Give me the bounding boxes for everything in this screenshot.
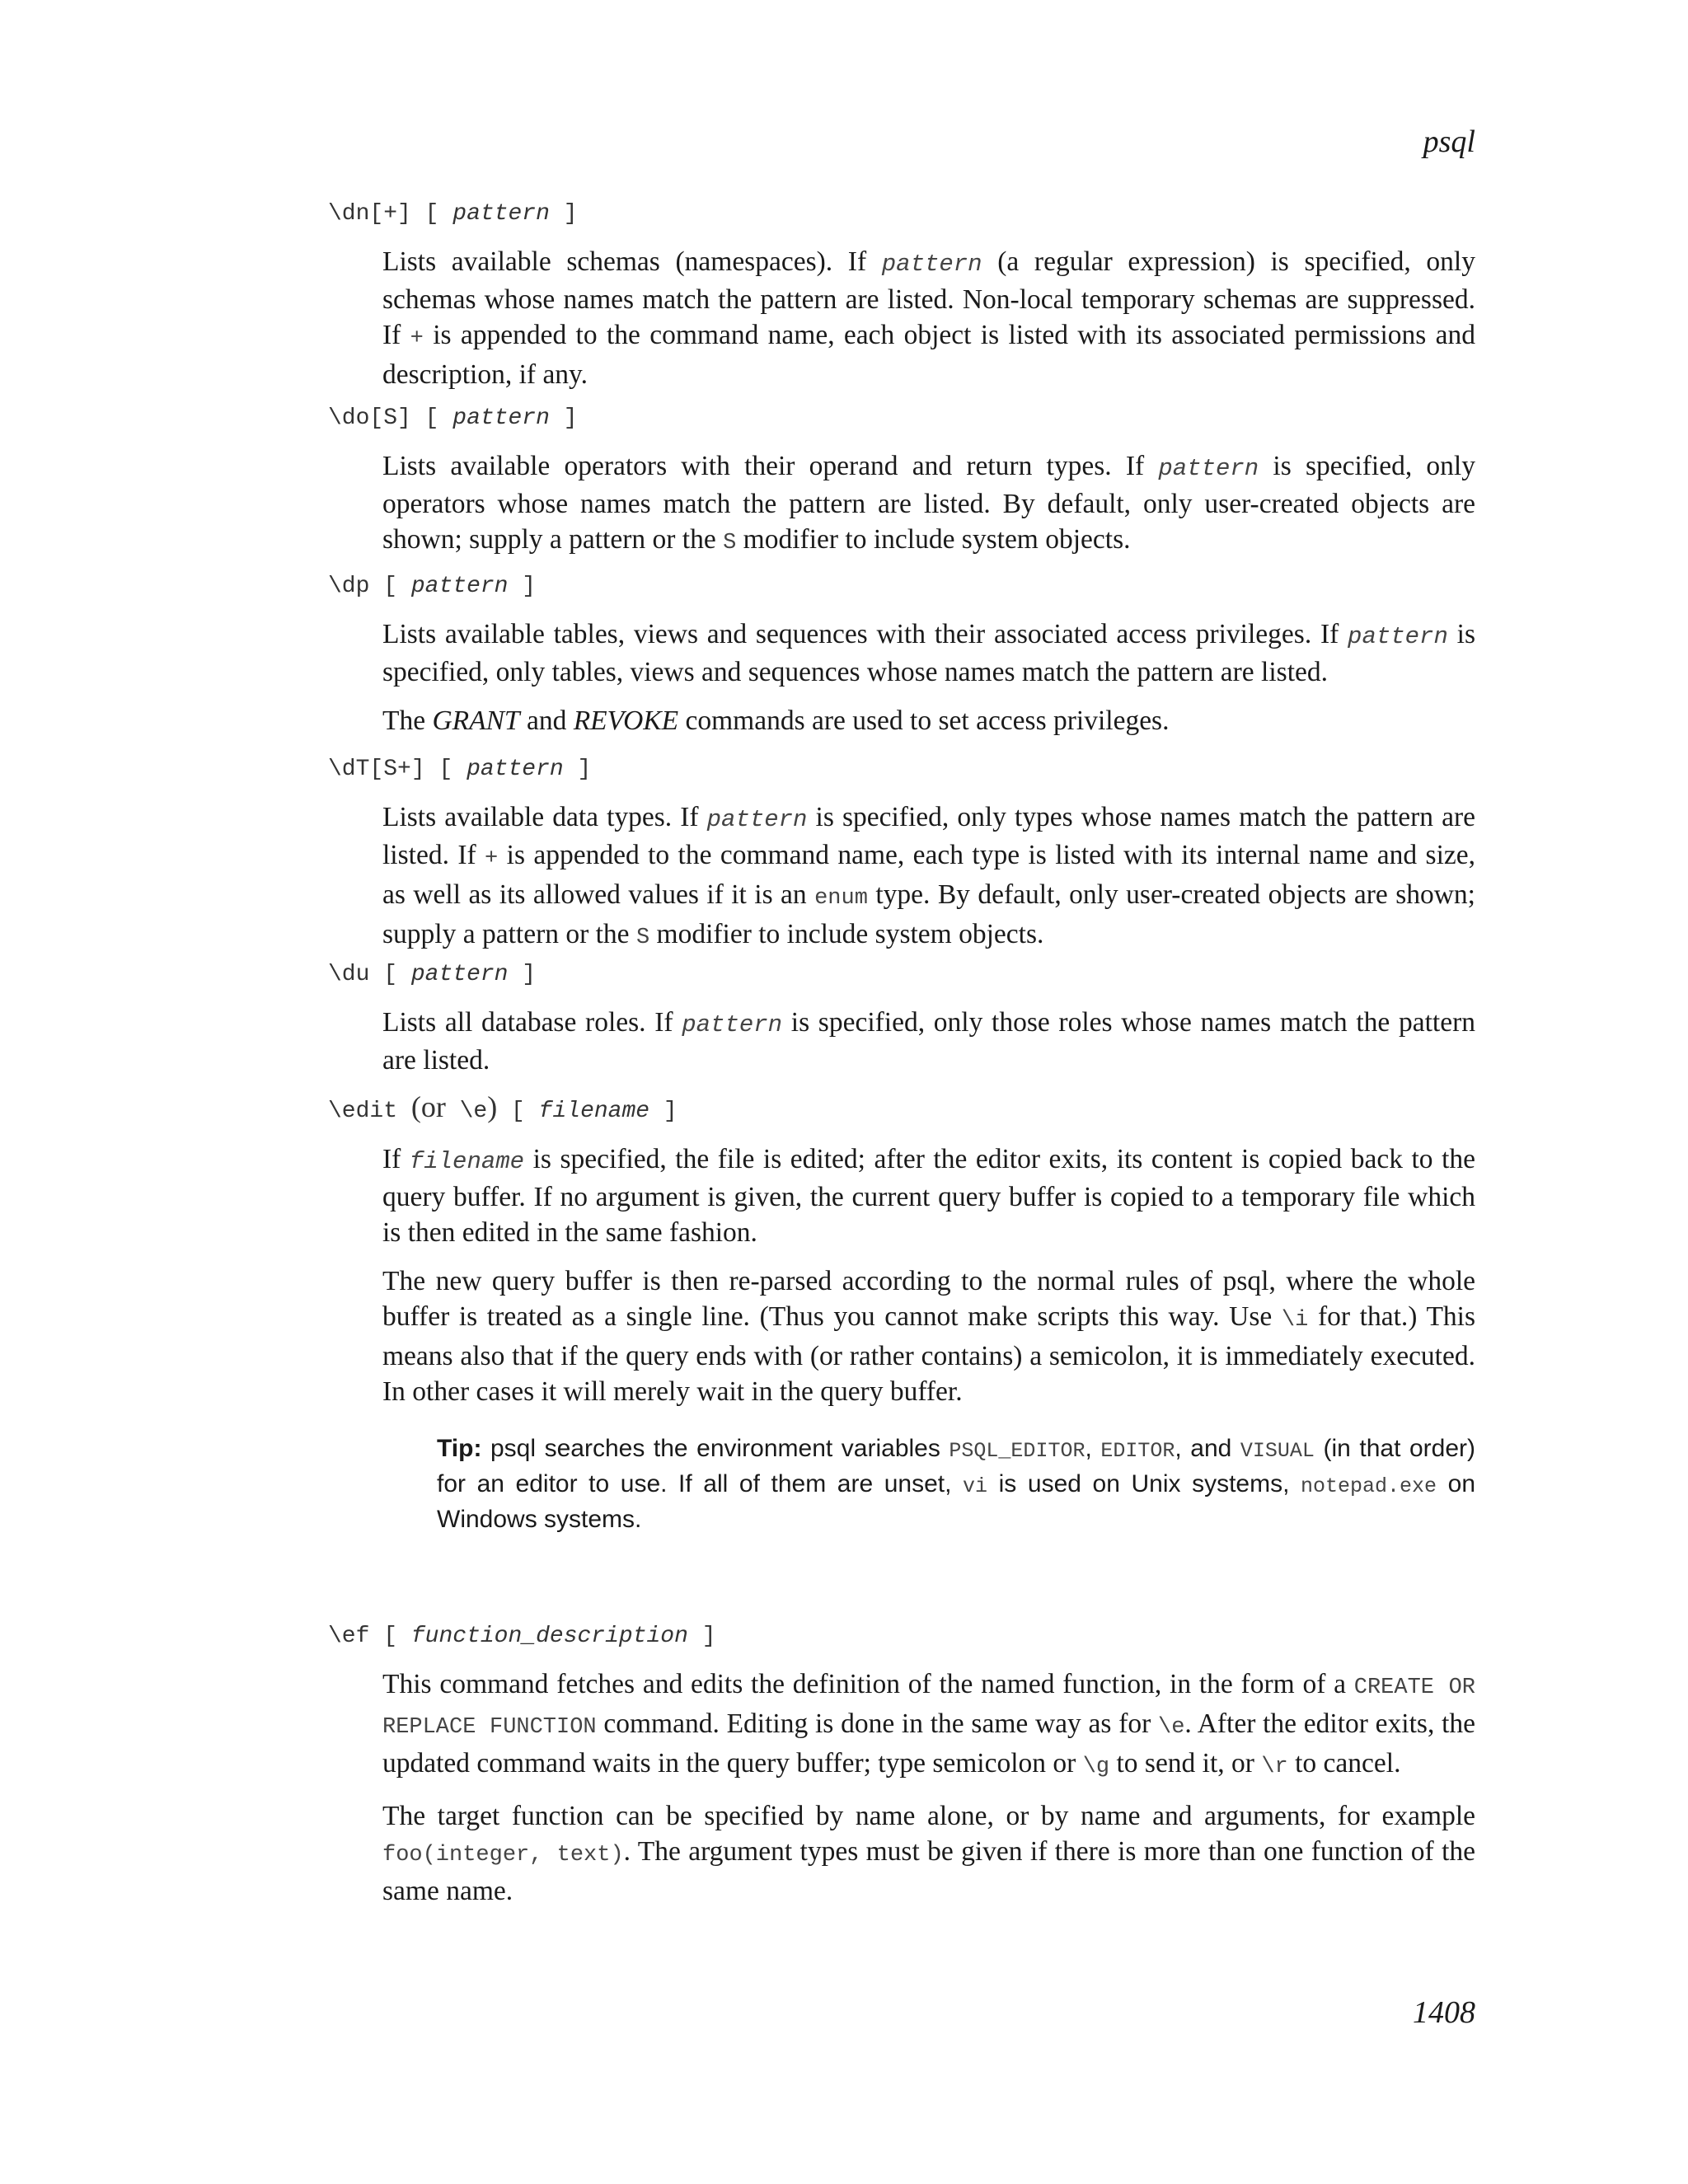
text: (or — [410, 1090, 446, 1123]
description-paragraph — [382, 1141, 1475, 1250]
text: is specified, only types whose names match the pattern are listed. If — [382, 802, 1476, 870]
text: ) — [487, 1090, 498, 1123]
description-paragraph — [382, 1263, 1475, 1409]
text: is specified, only those roles whose names match the pattern are listed. — [382, 1007, 1475, 1076]
text: and — [519, 705, 574, 736]
inline-code: pattern — [1348, 623, 1448, 650]
inline-code: vi — [963, 1474, 988, 1498]
bracket-open: [ — [383, 1624, 398, 1649]
entry-dp — [328, 572, 1475, 738]
text: command. Editing is done in the same way as for — [596, 1708, 1159, 1739]
text: on Windows systems. — [437, 1470, 1475, 1533]
inline-code: + — [485, 846, 499, 871]
text: The — [382, 705, 433, 736]
inline-code: PSQL_EDITOR — [949, 1439, 1085, 1463]
bracket-open: [ — [424, 405, 439, 431]
bracket-close: ] — [563, 405, 578, 431]
inline-code: filename — [409, 1148, 525, 1175]
command-name: \du — [328, 962, 370, 987]
text: . After the editor exits, the updated command waits in the query buffer; type semicolon or — [382, 1708, 1475, 1779]
text: This command fetches and edits the definition of the named function, in the form of a — [382, 1669, 1354, 1699]
command-name: \dn[+] — [328, 201, 411, 227]
bracket-close: ] — [663, 1099, 678, 1124]
description-paragraph — [382, 703, 1475, 738]
command-alias: \e — [459, 1099, 488, 1124]
inline-code: pattern — [706, 806, 808, 833]
inline-code: VISUAL — [1240, 1439, 1315, 1463]
command-term — [328, 572, 1475, 602]
inline-code: enum — [814, 886, 868, 911]
text: psql searches the environment variables — [481, 1435, 950, 1462]
text: is used on Unix systems, — [987, 1470, 1301, 1497]
command-name: \edit — [328, 1099, 398, 1124]
text: is appended to the command name, each type is listed with its internal name and size, as well as its allowed values if it is an — [382, 840, 1476, 910]
command-reference: GRANT — [432, 705, 520, 736]
inline-code: \e — [1158, 1715, 1185, 1740]
command-name: \do[S] — [328, 405, 411, 431]
description-paragraph — [382, 1005, 1475, 1078]
text: The new query buffer is then re-parsed according to the normal rules of psql, where the whole buffer is treated as a single line. (Thus you cannot make scripts this way. Use — [382, 1266, 1475, 1332]
entry-ef — [328, 1622, 1475, 1909]
inline-code: CREATE OR REPLACE FUNCTION — [382, 1675, 1476, 1740]
text: , and — [1175, 1435, 1240, 1462]
text: Lists all database roles. If — [382, 1007, 682, 1038]
text: Lists available tables, views and sequences with their associated access privileges. If — [382, 619, 1348, 649]
inline-code: \g — [1082, 1755, 1110, 1779]
text: Lists available data types. If — [382, 802, 707, 832]
inline-code: pattern — [682, 1011, 783, 1038]
bracket-open: [ — [511, 1099, 525, 1124]
description-paragraph — [382, 616, 1475, 690]
command-term — [328, 199, 1475, 229]
entry-dn — [328, 199, 1475, 392]
text: for that.) This means also that if the query ends with (or rather contains) a semicolon, it is immediately executed. In other cases it will merely wait in the query buffer. — [382, 1301, 1476, 1407]
command-argument: function_description — [410, 1624, 688, 1649]
command-argument: pattern — [452, 405, 550, 431]
text: (a regular expression) is specified, only schemas whose names match the pattern are listed. Non-local temporary schemas are suppressed. If — [382, 246, 1475, 350]
text: If — [382, 1144, 410, 1174]
description-paragraph — [382, 448, 1475, 561]
text: Lists available operators with their operand and return types. If — [382, 451, 1159, 481]
entry-dT — [328, 755, 1475, 956]
entry-do — [328, 404, 1475, 561]
command-term — [328, 960, 1475, 990]
command-argument: pattern — [467, 757, 564, 782]
text: modifier to include system objects. — [736, 524, 1131, 555]
text: commands are used to set access privileges. — [678, 705, 1170, 736]
command-argument: pattern — [410, 962, 509, 987]
description-paragraph — [382, 1798, 1475, 1909]
bracket-close: ] — [577, 757, 592, 782]
inline-code: \r — [1261, 1755, 1288, 1779]
text: (in that order) for an editor to use. If all of them are unset, — [437, 1435, 1475, 1497]
bracket-close: ] — [563, 201, 578, 227]
description-paragraph — [382, 799, 1475, 956]
bracket-open: [ — [383, 962, 398, 987]
tip-note — [437, 1432, 1475, 1536]
entry-du — [328, 960, 1475, 1078]
command-name: \dp — [328, 574, 370, 599]
text: . The argument types must be given if there is more than one function of the same name. — [382, 1836, 1475, 1906]
command-term — [328, 755, 1475, 785]
text: to cancel. — [1287, 1748, 1401, 1779]
text: is appended to the command name, each object is listed with its associated permissions and description, if any. — [382, 320, 1476, 390]
running-header: psql — [1423, 124, 1475, 159]
page-number: 1408 — [1413, 1995, 1475, 2030]
tip-label: Tip: — [437, 1435, 482, 1462]
inline-code: EDITOR — [1100, 1439, 1175, 1463]
text: is specified, only operators whose names match the pattern are listed. By default, only user-created objects are shown; supply a pattern or the — [382, 451, 1475, 555]
text: is specified, only tables, views and sequences whose names match the pattern are listed. — [382, 619, 1475, 687]
inline-code: foo(integer, text) — [382, 1843, 624, 1868]
command-argument: pattern — [410, 574, 509, 599]
text: modifier to include system objects. — [649, 919, 1044, 949]
command-reference: REVOKE — [573, 705, 679, 736]
inline-code: + — [410, 326, 424, 351]
bracket-close: ] — [522, 962, 537, 987]
inline-code: notepad.exe — [1301, 1474, 1437, 1498]
inline-code: pattern — [881, 251, 982, 278]
command-term — [328, 404, 1475, 434]
command-argument: filename — [538, 1099, 650, 1124]
bracket-open: [ — [438, 757, 453, 782]
entry-edit — [328, 1092, 1475, 1409]
inline-code: \i — [1281, 1308, 1309, 1333]
text: Lists available schemas (namespaces). If — [382, 246, 882, 277]
description-paragraph — [382, 1666, 1475, 1785]
bracket-close: ] — [522, 574, 537, 599]
bracket-open: [ — [424, 201, 439, 227]
command-argument: pattern — [452, 201, 550, 227]
command-name: \dT[S+] — [328, 757, 425, 782]
description-paragraph — [382, 244, 1475, 392]
bracket-open: [ — [383, 574, 398, 599]
text: is specified, the file is edited; after the editor exits, its content is copied back to the query buffer. If no argument is given, the current query buffer is copied to a temporary file which is then edited in the same fashion. — [382, 1144, 1475, 1248]
text: The target function can be specified by name alone, or by name and arguments, for example — [382, 1801, 1475, 1831]
command-term — [328, 1092, 1475, 1127]
text: to send it, or — [1109, 1748, 1262, 1779]
command-term — [328, 1622, 1475, 1652]
bracket-close: ] — [701, 1624, 716, 1649]
text: type. By default, only user-created objects are shown; supply a pattern or the — [382, 879, 1475, 949]
inline-code: S — [723, 531, 737, 555]
inline-code: S — [635, 926, 650, 950]
inline-code: pattern — [1158, 455, 1259, 482]
command-name: \ef — [328, 1624, 370, 1649]
text: , — [1085, 1435, 1101, 1462]
